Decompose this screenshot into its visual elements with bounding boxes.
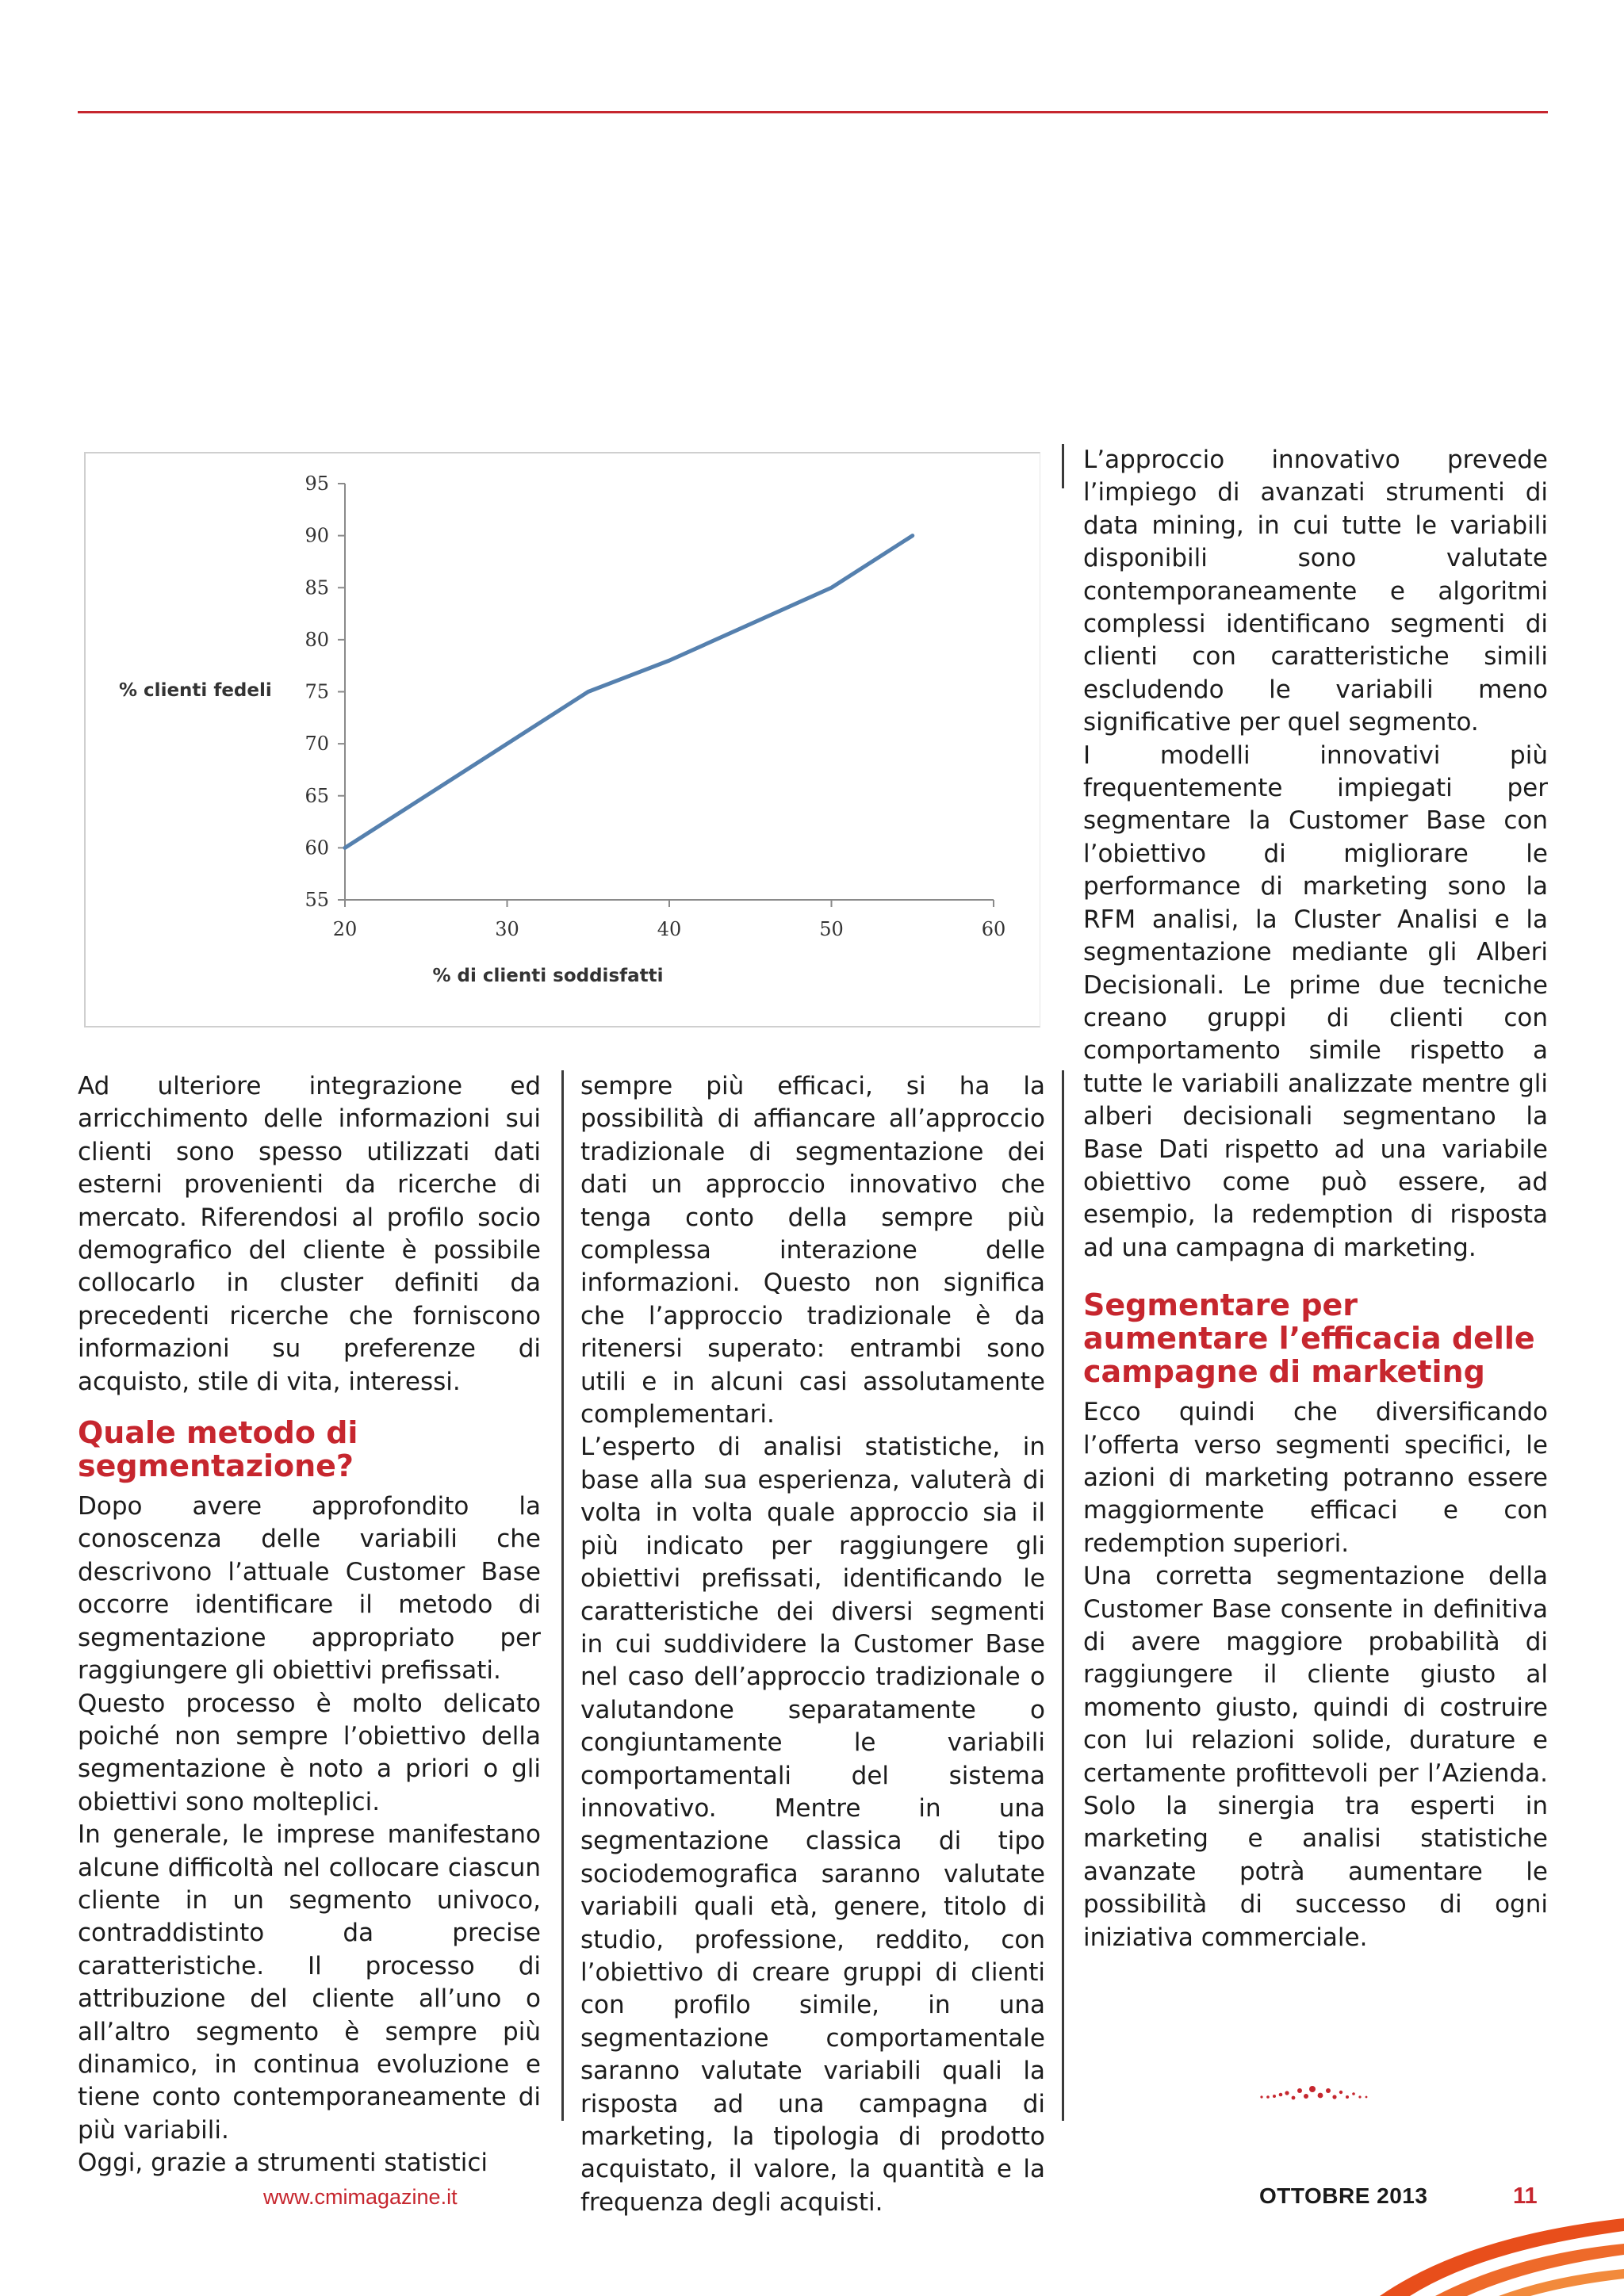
col2-paragraph-1: sempre più efficaci, si ha la possibilità di affiancare all’approccio tradizionale di segmentazione dei dati un approccio innovativo che tenga conto della sempre più complessa interazione delle informazioni. Questo non significa che l’approccio tradizionale è da ritenersi superato: entrambi sono utili e in alcuni casi assolutamente complementari. <box>580 1072 1045 1429</box>
heading-campaign-efficacy: Segmentare per aumentare l’efficacia delle campagne di marketing <box>1083 1288 1535 1390</box>
column-right <box>1083 444 1548 1954</box>
col1-paragraph-4: In generale, le imprese manifestano alcune difficoltà nel collocare ciascun cliente in un segmento univoco, contraddistinto da precise caratteristiche. Il processo di attribuzione del cliente all’uno o all’altro segmento è sempre più dinamico, in continua evoluzione e tiene conto contemporaneamente di più variabili. <box>78 1820 541 2145</box>
col2-paragraph-2: L’esperto di analisi statistiche, in base alla sua esperienza, valuterà di volta in volta quale approccio sia il più indicato per raggiungere gli obiettivi prefissati, identificando le caratteristiche dei diversi segmenti in cui suddividere la Customer Base nel caso dell’approccio tradizionale o valutandone separatamente o congiuntamente le variabili comportamentali del sistema innovativo. Mentre in una segmentazione classica di tipo sociodemografica saranno valutate variabili quali età, genere, titolo di studio, professione, reddito, con l’obiettivo di creare gruppi di clienti con profilo simile, in una segmentazione comportamentale saranno valutate variabili quali la risposta ad una campagna di marketing, la tipologia di prodotto acquistato, il valore, la quantità e la frequenza degli acquisti. <box>580 1433 1045 2217</box>
chart-y-tick-label: 75 <box>304 680 329 703</box>
chart-y-tick-label: 80 <box>304 628 329 651</box>
chart-y-tick-label: 55 <box>304 889 329 911</box>
footer-website: www.cmimagazine.it <box>263 2185 458 2209</box>
footer-issue-date: OTTOBRE 2013 <box>1259 2183 1428 2208</box>
col1-paragraph-3: Questo processo è molto delicato poiché non sempre l’obiettivo della segmentazione è noto a priori o gli obiettivi sono molteplici. <box>78 1689 541 1816</box>
loyalty-chart <box>84 452 1040 1027</box>
column-left <box>78 1070 541 2180</box>
chart-x-ticks <box>333 900 1006 940</box>
chart-x-tick-label: 50 <box>819 918 844 940</box>
col3-paragraph-2: I modelli innovativi più frequentemente impiegati per segmentare la Customer Base con l’obiettivo di migliorare le performance di marketing sono la RFM analisi, la Cluster Analisi e la segmentazione mediante gli Alberi Decisionali. Le prime due tecniche creano gruppi di clienti con comportamento simile rispetto a tutte le variabili analizzate mentre gli alberi decisionali segmentano la Base Dati rispetto ad una variabile obiettivo come può essere, ad esempio, la redemption di risposta ad una campagna di marketing. <box>1083 740 1548 1262</box>
page-number: 11 <box>1513 2183 1538 2209</box>
top-rule <box>78 111 1548 113</box>
chart-x-tick-label: 20 <box>332 918 358 940</box>
chart-marks <box>345 536 913 848</box>
chart-x-tick-label: 30 <box>495 918 519 940</box>
chart-x-tick-label: 40 <box>657 918 682 940</box>
chart-y-tick-label: 70 <box>304 733 329 756</box>
chart-y-ticks <box>304 473 345 911</box>
column-divider-1 <box>561 1070 564 2121</box>
chart-x-label: % di clienti soddisfatti <box>432 966 664 986</box>
col3-paragraph-1: L’approccio innovativo prevede l’impiego di avanzati strumenti di data mining, in cui tutte le variabili disponibili sono valutate contemporaneamente e algoritmi complessi identificano segmenti di clienti con caratteristiche simili escludendo le variabili meno significative per quel segmento. <box>1083 446 1548 737</box>
col3-paragraph-4: Una corretta segmentazione della Customer Base consente in definitiva di avere maggiore probabilità di raggiungere il cliente giusto al momento giusto, quindi di costruire con lui relazioni solide, durature e certamente profittevoli per l’Azienda. Solo la sinergia tra esperti in marketing e analisi statistiche avanzate potrà aumentare le possibilità di successo di ogni iniziativa commerciale. <box>1083 1562 1548 1952</box>
chart-y-tick-label: 85 <box>304 576 329 599</box>
dots-ornament-icon <box>1257 2081 1376 2105</box>
column-divider-2 <box>1062 1070 1064 2121</box>
col1-paragraph-5: Oggi, grazie a strumenti statistici <box>78 2149 488 2178</box>
column-divider-3 <box>1062 444 1064 488</box>
chart-y-label: % clienti fedeli <box>119 680 272 701</box>
col3-paragraph-3: Ecco quindi che diversificando l’offerta verso segmenti specifici, le azioni di marketing potranno essere maggiormente efficaci e con redemption superiori. <box>1083 1398 1548 1558</box>
chart-y-tick-label: 60 <box>304 836 329 859</box>
chart-y-tick-label: 95 <box>304 473 329 495</box>
chart-x-tick-label: 60 <box>981 918 1006 940</box>
column-middle <box>580 1070 1045 2219</box>
col1-paragraph-2: Dopo avere approfondito la conoscenza delle variabili che descrivono l’attuale Customer Base occorre identificare il metodo di segmentazione appropriato per raggiungere gli obiettivi prefissati. <box>78 1492 541 1686</box>
chart-y-tick-label: 90 <box>304 524 329 547</box>
chart-y-tick-label: 65 <box>304 784 329 807</box>
chart-canvas <box>86 453 1042 1029</box>
chart-series-line <box>345 536 913 848</box>
heading-segmentation-method: Quale metodo di segmentazione? <box>78 1415 358 1484</box>
col1-paragraph-1: Ad ulteriore integrazione ed arricchimento delle informazioni sui clienti sono spesso utilizzati dati esterni provenienti da ricerche di mercato. Riferendosi al profilo socio demografico del cliente è possibile collocarlo in cluster definiti da precedenti ricerche che forniscono informazioni su preferenze di acquisto, stile di vita, interessi. <box>78 1072 541 1396</box>
corner-swoosh-graphic <box>1348 2188 1624 2296</box>
